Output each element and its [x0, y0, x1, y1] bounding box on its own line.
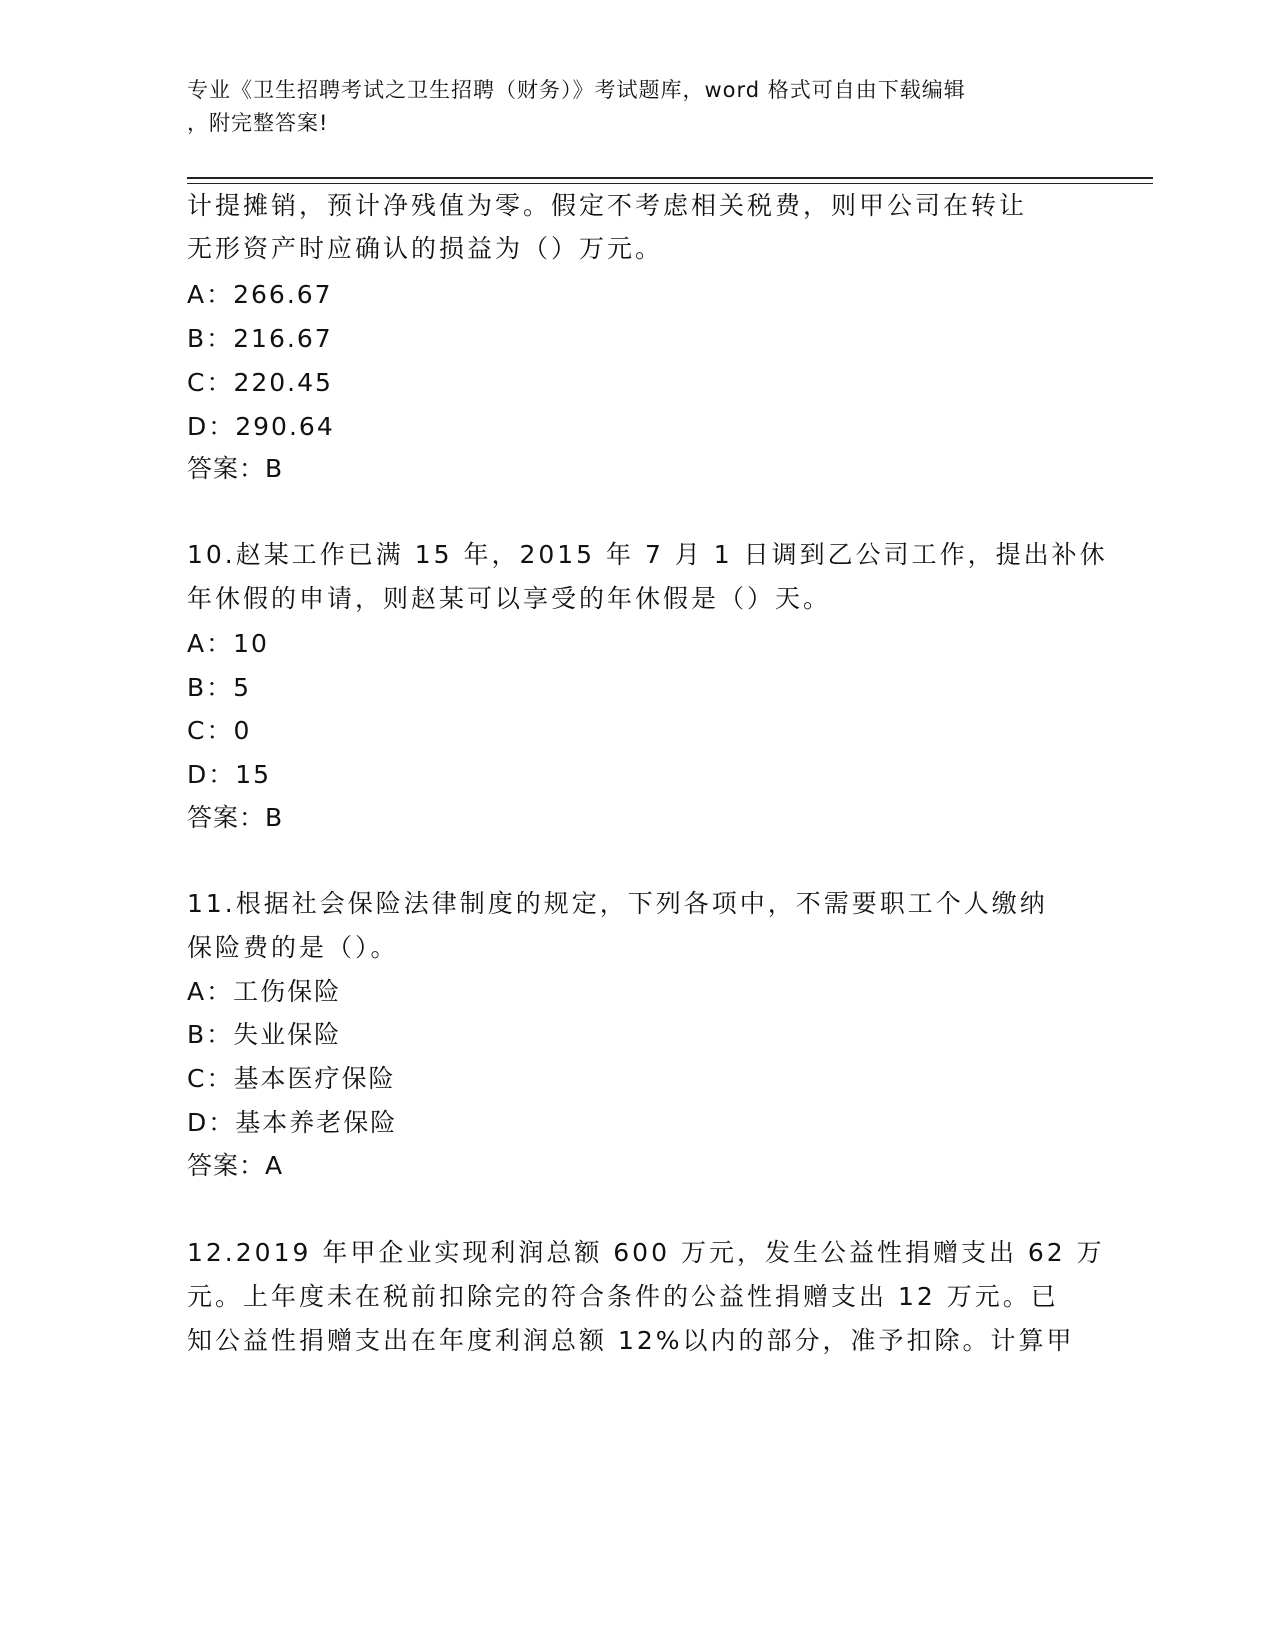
q10-answer: 答案：B — [187, 803, 284, 832]
q11-text-line2: 保险费的是（）。 — [187, 933, 399, 962]
q10-option-c: C：0 — [187, 716, 252, 745]
q9-option-b: B：216.67 — [187, 324, 333, 353]
header-divider-thick — [187, 177, 1153, 179]
q11-option-a: A：工伤保险 — [187, 977, 342, 1006]
q9-option-a: A：266.67 — [187, 280, 333, 309]
q10-option-d: D：15 — [187, 760, 272, 789]
q10-option-a: A：10 — [187, 629, 269, 658]
q9-option-d: D：290.64 — [187, 412, 335, 441]
header-title-line2: ，附完整答案! — [187, 111, 329, 135]
q12-text-line1: 12.2019 年甲企业实现利润总额 600 万元，发生公益性捐赠支出 62 万 — [187, 1238, 1105, 1267]
q11-option-d: D：基本养老保险 — [187, 1108, 398, 1137]
q9-text-line1: 计提摊销，预计净残值为零。假定不考虑相关税费，则甲公司在转让 — [187, 191, 1028, 220]
q9-answer: 答案：B — [187, 454, 284, 483]
q11-option-c: C：基本医疗保险 — [187, 1064, 396, 1093]
header-title-line1: 专业《卫生招聘考试之卫生招聘（财务）》考试题库，word 格式可自由下载编辑 — [187, 78, 966, 102]
q12-text-line3: 知公益性捐赠支出在年度利润总额 12%以内的部分，准予扣除。计算甲 — [187, 1326, 1075, 1355]
q11-answer: 答案：A — [187, 1151, 284, 1180]
q9-option-c: C：220.45 — [187, 368, 333, 397]
q9-text-line2: 无形资产时应确认的损益为（）万元。 — [187, 234, 664, 263]
q10-option-b: B：5 — [187, 673, 252, 702]
q10-text-line1: 10.赵某工作已满 15 年，2015 年 7 月 1 日调到乙公司工作，提出补休 — [187, 540, 1108, 569]
q11-option-b: B：失业保险 — [187, 1020, 342, 1049]
q11-text-line1: 11.根据社会保险法律制度的规定，下列各项中，不需要职工个人缴纳 — [187, 889, 1048, 918]
q12-text-line2: 元。上年度未在税前扣除完的符合条件的公益性捐赠支出 12 万元。已 — [187, 1282, 1059, 1311]
document-header — [187, 74, 1067, 140]
header-divider-thin — [187, 183, 1153, 184]
q10-text-line2: 年休假的申请，则赵某可以享受的年休假是（）天。 — [187, 584, 832, 613]
